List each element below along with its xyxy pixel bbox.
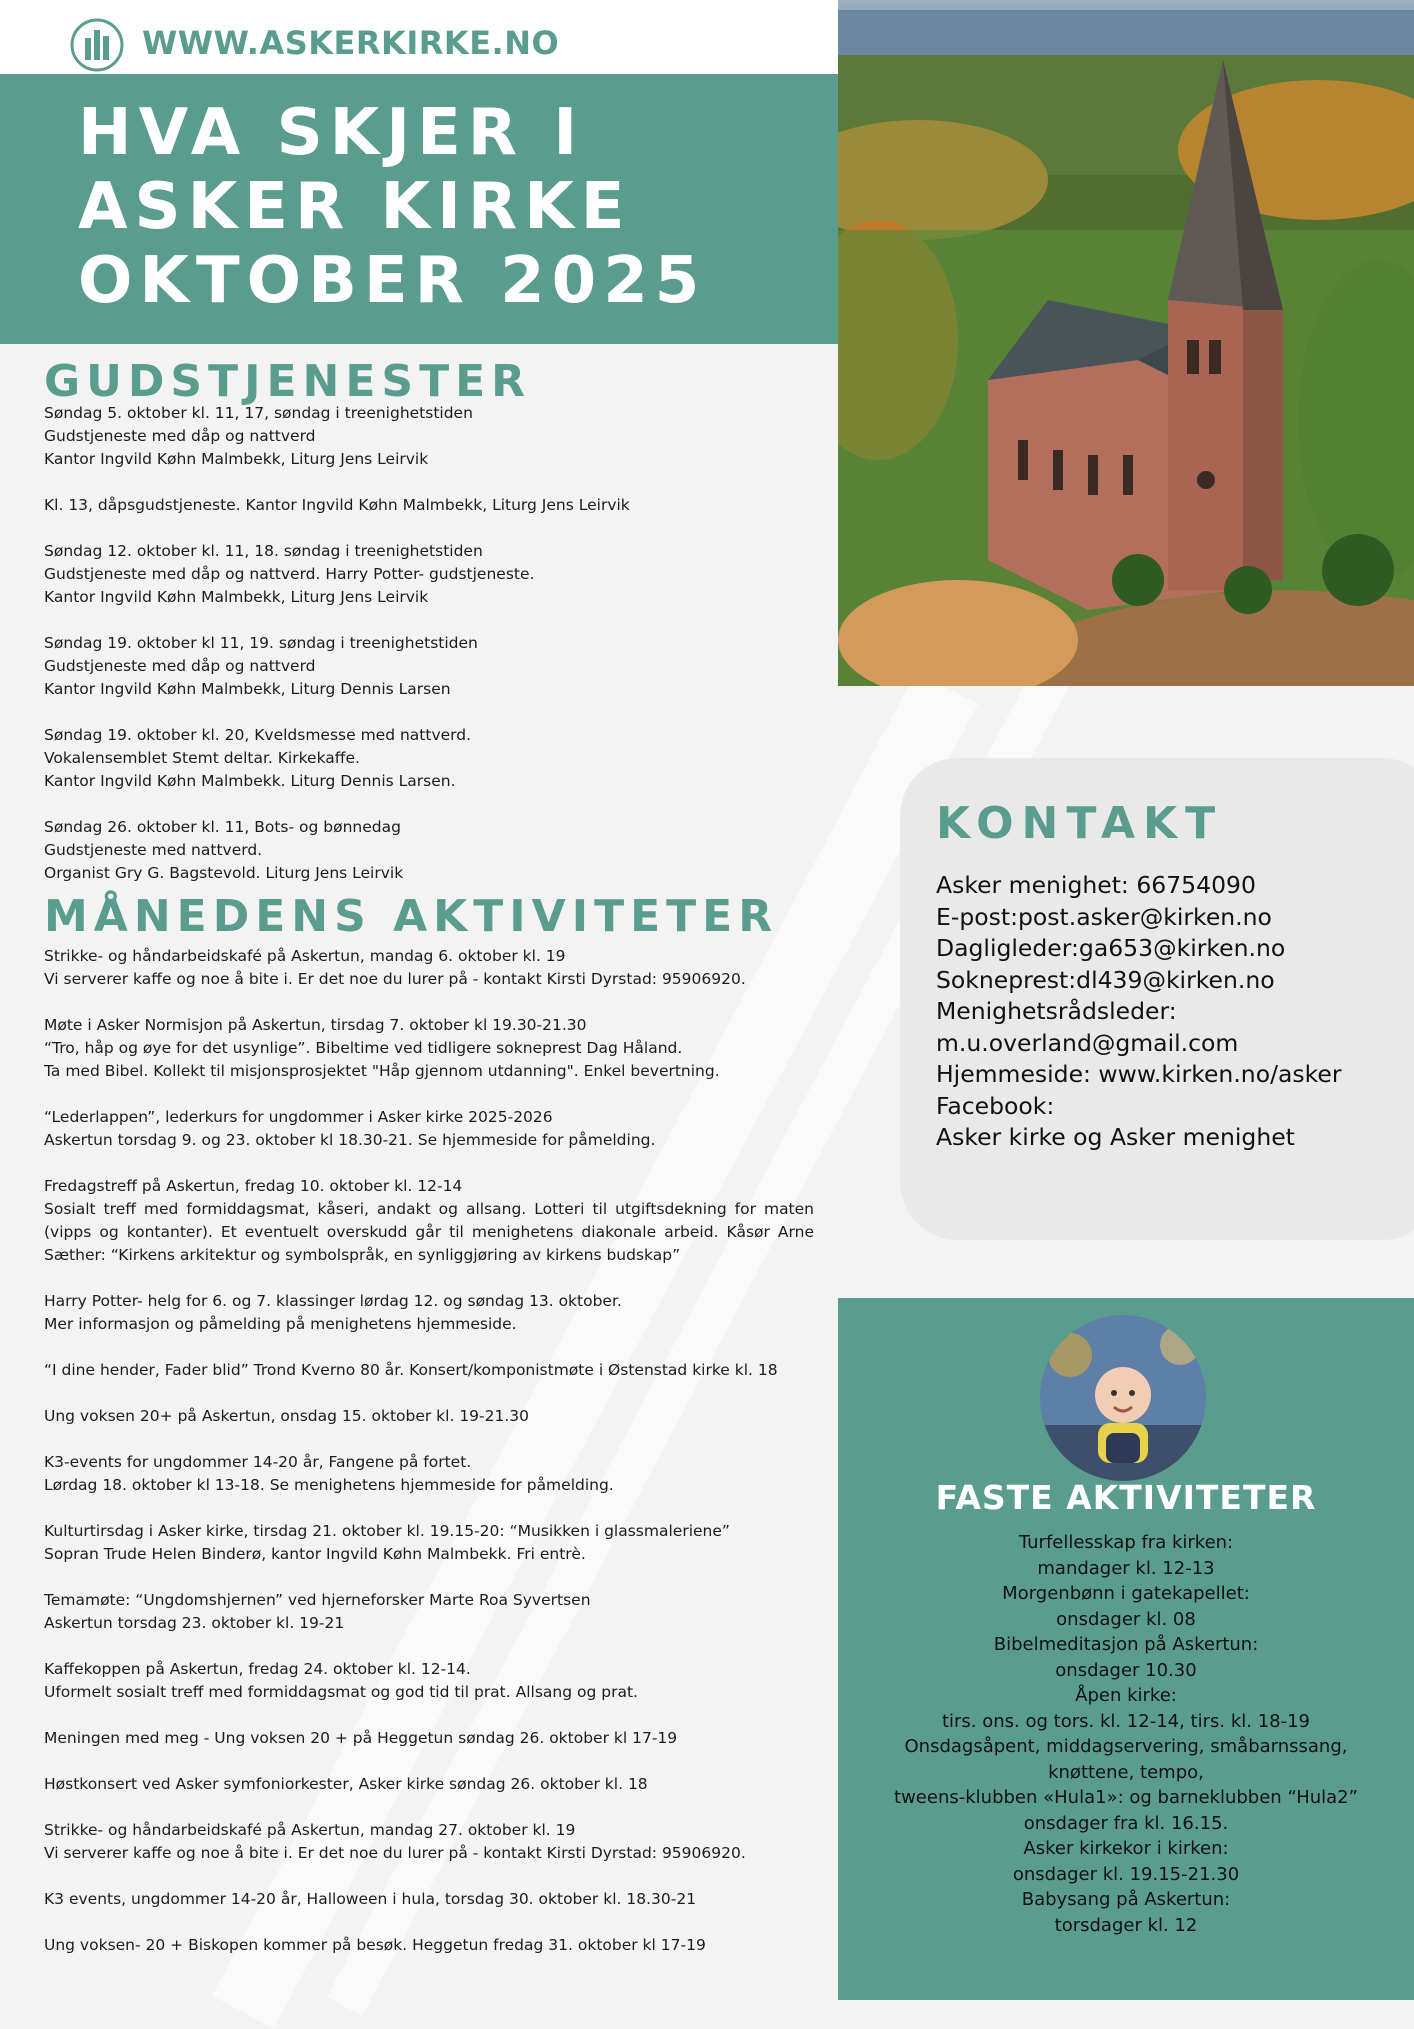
title-line: HVA SKJER I: [78, 96, 585, 170]
activity-entry: [44, 1359, 814, 1382]
activity-line: Kaffekoppen på Askertun, fredag 24. oktober kl. 12-14.: [44, 1660, 471, 1678]
service-entry: [44, 402, 814, 471]
service-line: Kantor Ingvild Køhn Malmbekk, Liturg Dennis Larsen: [44, 680, 451, 698]
fixed-activities-heading: FASTE AKTIVITETER: [935, 1478, 1317, 1517]
contact-homepage[interactable]: Hjemmeside: www.kirken.no/asker: [936, 1060, 1342, 1088]
fixed-activity-line: onsdager kl. 08: [1056, 1608, 1196, 1630]
activity-line: Uformelt sosialt treff med formiddagsmat og god tid til prat. Allsang og prat.: [44, 1683, 638, 1701]
service-line: Vokalensemblet Stemt deltar. Kirkekaffe.: [44, 749, 360, 767]
activity-entry: [44, 1589, 814, 1635]
fixed-activity-line: Babysang på Askertun:: [1021, 1889, 1231, 1910]
service-line: Kantor Ingvild Køhn Malmbekk. Liturg Dennis Larsen.: [44, 772, 456, 790]
church-logo-icon: [70, 18, 124, 72]
service-entry: [44, 816, 814, 885]
activity-entry: [44, 1934, 814, 1957]
activity-line: Kulturtirsdag i Asker kirke, tirsdag 21. oktober kl. 19.15-20: “Musikken i glassmaleriene”: [44, 1522, 730, 1540]
activity-entry: [44, 1658, 814, 1704]
activity-entry: [44, 1888, 814, 1911]
activity-line: Mer informasjon og påmelding på menighetens hjemmeside.: [44, 1315, 517, 1333]
activity-entry: [44, 1106, 814, 1152]
fixed-activity-line: Turfellesskap fra kirken:: [1018, 1532, 1234, 1553]
contact-facebook-pages: Asker kirke og Asker menighet: [936, 1123, 1295, 1151]
service-entry: [44, 494, 814, 517]
fixed-activity-line: tirs. ons. og tors. kl. 12-14, tirs. kl. 18-19: [941, 1710, 1311, 1732]
activity-line: “I dine hender, Fader blid” Trond Kverno 80 år. Konsert/komponistmøte i Østenstad kirke kl. 18: [44, 1361, 778, 1379]
activity-line: Ung voksen- 20 + Biskopen kommer på besøk. Heggetun fredag 31. oktober kl 17-19: [44, 1936, 706, 1954]
activity-entry: [44, 1819, 814, 1865]
activity-line: Harry Potter- helg for 6. og 7. klassinger lørdag 12. og søndag 13. oktober.: [44, 1292, 622, 1310]
service-entry: [44, 724, 814, 793]
contact-facebook-label: Facebook:: [936, 1091, 1055, 1120]
title-line: ASKER KIRKE: [78, 170, 632, 244]
fixed-activity-line: Morgenbønn i gatekapellet:: [1002, 1583, 1250, 1604]
fixed-activity-line: onsdager 10.30: [1055, 1659, 1197, 1681]
fixed-activity-line: onsdager kl. 19.15-21.30: [1012, 1863, 1240, 1885]
activity-entry: [44, 1290, 814, 1336]
service-line: Søndag 5. oktober kl. 11, 17, søndag i treenighetstiden: [44, 404, 473, 422]
service-line: Gudstjeneste med dåp og nattverd. Harry Potter- gudstjeneste.: [44, 565, 535, 583]
activity-line: Sopran Trude Helen Binderø, kantor Ingvild Køhn Malmbekk. Fri entrè.: [44, 1545, 586, 1563]
service-line: Gudstjeneste med dåp og nattverd: [44, 657, 316, 675]
activity-entry: [44, 945, 814, 991]
contact-council-label: Menighetsrådsleder:: [936, 997, 1177, 1025]
activity-line: Vi serverer kaffe og noe å bite i. Er det noe du lurer på - kontakt Kirsti Dyrstad: 95906920.: [44, 970, 746, 988]
activity-line: Meningen med meg - Ung voksen 20 + på Heggetun søndag 26. oktober kl 17-19: [44, 1729, 678, 1747]
fixed-activities-list: [838, 1530, 1414, 1938]
service-entry: [44, 632, 814, 701]
contact-heading: KONTAKT: [936, 798, 1224, 849]
activity-line: Fredagstreff på Askertun, fredag 10. oktober kl. 12-14: [44, 1177, 463, 1195]
activity-line: Temamøte: “Ungdomshjernen” ved hjerneforsker Marte Roa Syvertsen: [44, 1591, 591, 1609]
fixed-activity-line: Asker kirkekor i kirken:: [1023, 1838, 1229, 1859]
fixed-activity-line: Bibelmeditasjon på Askertun:: [993, 1634, 1259, 1655]
baby-photo: [1040, 1315, 1206, 1481]
service-entry: [44, 540, 814, 609]
fixed-activity-line: Åpen kirke:: [1075, 1685, 1177, 1706]
activities-list: [44, 945, 814, 1980]
activity-line: Sosialt treff med formiddagsmat, kåseri, andakt og allsang. Lotteri til utgiftsdekning for maten (vipps og kontanter). Et eventuelt overskudd går til menighetens diakonale arbeid. Kåsør Arne Sæther: “Kirkens arkitektur og symbolspråk, en synliggjøring av kirkens budskap”: [44, 1200, 814, 1264]
activity-entry: [44, 1014, 814, 1083]
service-line: Søndag 12. oktober kl. 11, 18. søndag i treenighetstiden: [44, 542, 483, 560]
fixed-activity-line: Onsdagsåpent, middagservering, småbarnssang,: [904, 1736, 1348, 1757]
contact-council-email[interactable]: m.u.overland@gmail.com: [936, 1028, 1239, 1057]
activity-entry: [44, 1451, 814, 1497]
activity-line: “Tro, håp og øye for det usynlige”. Bibeltime ved tidligere sokneprest Dag Håland.: [44, 1039, 683, 1057]
page-title: [78, 96, 706, 318]
baby-photo-illustration: [1040, 1315, 1206, 1481]
activity-line: K3-events for ungdommer 14-20 år, Fangene på fortet.: [44, 1453, 472, 1471]
activity-line: Lørdag 18. oktober kl 13-18. Se menighetens hjemmeside for påmelding.: [44, 1476, 614, 1494]
activity-entry: [44, 1727, 814, 1750]
service-line: Søndag 26. oktober kl. 11, Bots- og bønnedag: [44, 818, 401, 836]
activity-line: K3 events, ungdommer 14-20 år, Halloween i hula, torsdag 30. oktober kl. 18.30-21: [44, 1890, 697, 1908]
fixed-activity-line: tweens-klubben «Hula1»: og barneklubben “Hula2”: [894, 1787, 1358, 1808]
site-url[interactable]: WWW.ASKERKIRKE.NO: [142, 24, 560, 62]
service-line: Kl. 13, dåpsgudstjeneste. Kantor Ingvild Køhn Malmbekk, Liturg Jens Leirvik: [44, 496, 630, 514]
service-line: Søndag 19. oktober kl 11, 19. søndag i treenighetstiden: [44, 634, 478, 652]
activity-line: Askertun torsdag 23. oktober kl. 19-21: [44, 1614, 345, 1632]
contact-email[interactable]: E-post:post.asker@kirken.no: [936, 902, 1272, 931]
fixed-activity-line: mandager kl. 12-13: [1037, 1557, 1215, 1579]
service-line: Gudstjeneste med nattverd.: [44, 841, 263, 859]
activity-line: Ung voksen 20+ på Askertun, onsdag 15. oktober kl. 19-21.30: [44, 1407, 530, 1425]
contact-list: [936, 870, 1406, 1154]
service-line: Gudstjeneste med dåp og nattverd: [44, 427, 316, 445]
services-list: [44, 402, 814, 908]
fixed-activity-line: onsdager fra kl. 16.15.: [1023, 1812, 1229, 1834]
service-line: Søndag 19. oktober kl. 20, Kveldsmesse med nattverd.: [44, 726, 472, 744]
activity-line: Strikke- og håndarbeidskafé på Askertun, mandag 6. oktober kl. 19: [44, 947, 566, 965]
contact-phone: Asker menighet: 66754090: [936, 871, 1256, 899]
activities-heading: MÅNEDENS AKTIVITETER: [44, 891, 779, 942]
activity-line: Vi serverer kaffe og noe å bite i. Er det noe du lurer på - kontakt Kirsti Dyrstad: 95906920.: [44, 1844, 746, 1862]
activity-line: Høstkonsert ved Asker symfoniorkester, Asker kirke søndag 26. oktober kl. 18: [44, 1775, 648, 1793]
service-line: Organist Gry G. Bagstevold. Liturg Jens Leirvik: [44, 864, 404, 882]
activity-entry: [44, 1175, 814, 1267]
service-line: Kantor Ingvild Køhn Malmbekk, Liturg Jens Leirvik: [44, 450, 429, 468]
activity-entry: [44, 1520, 814, 1566]
service-line: Kantor Ingvild Køhn Malmbekk, Liturg Jens Leirvik: [44, 588, 429, 606]
fixed-activity-line: torsdager kl. 12: [1054, 1914, 1198, 1936]
activity-entry: [44, 1773, 814, 1796]
contact-manager[interactable]: Dagligleder:ga653@kirken.no: [936, 934, 1286, 962]
activity-line: Ta med Bibel. Kollekt til misjonsprosjektet "Håp gjennom utdanning". Enkel bevertning.: [44, 1062, 720, 1080]
church-photo-illustration: [838, 0, 1414, 686]
activity-line: Møte i Asker Normisjon på Askertun, tirsdag 7. oktober kl 19.30-21.30: [44, 1016, 587, 1034]
activity-line: “Lederlappen”, lederkurs for ungdommer i Asker kirke 2025-2026: [44, 1108, 553, 1126]
activity-line: Askertun torsdag 9. og 23. oktober kl 18.30-21. Se hjemmeside for påmelding.: [44, 1131, 656, 1149]
services-heading: GUDSTJENESTER: [44, 356, 532, 407]
church-photo: [838, 0, 1414, 686]
contact-priest[interactable]: Sokneprest:dl439@kirken.no: [936, 965, 1275, 994]
activity-line: Strikke- og håndarbeidskafé på Askertun, mandag 27. oktober kl. 19: [44, 1821, 576, 1839]
fixed-activity-line: knøttene, tempo,: [1048, 1761, 1204, 1783]
activity-entry: [44, 1405, 814, 1428]
title-line: OKTOBER 2025: [78, 244, 707, 318]
